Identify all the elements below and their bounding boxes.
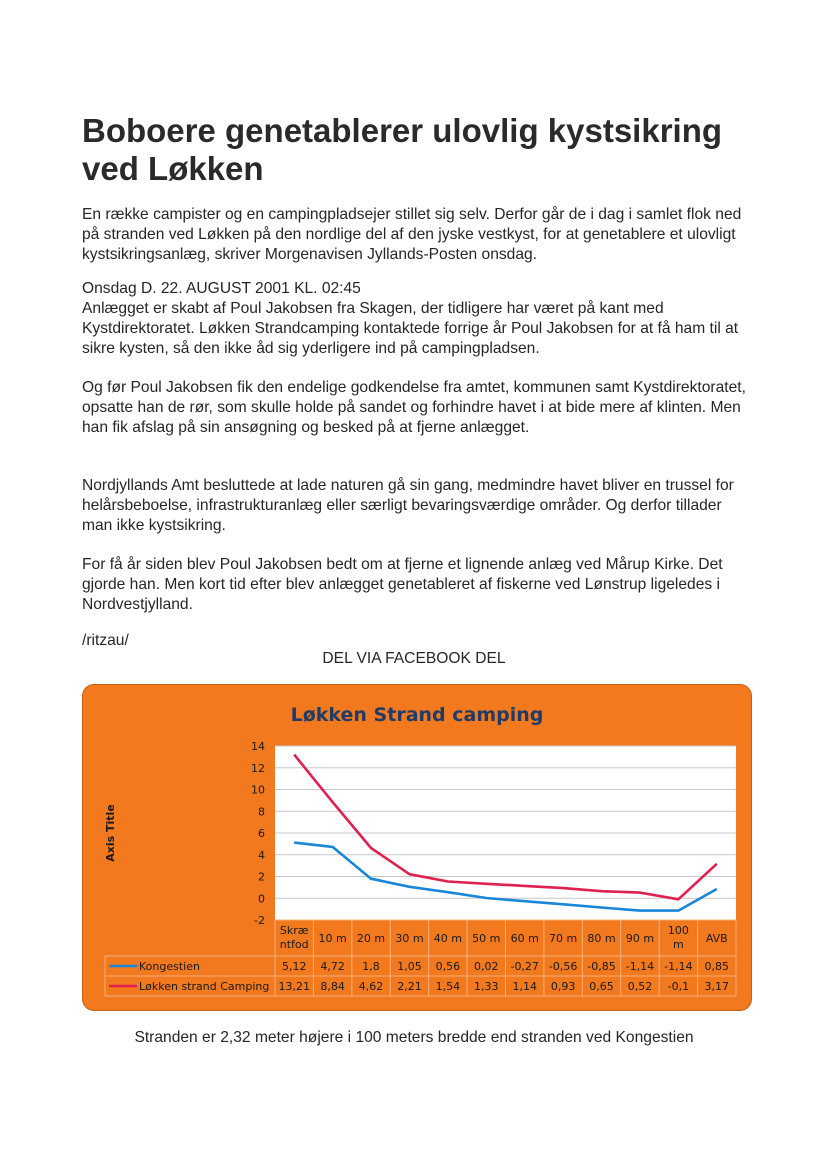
legend-label: Løkken strand Camping [139, 980, 270, 993]
data-label: 0,02 [474, 960, 499, 973]
y-tick-label: 2 [258, 870, 265, 884]
chart-caption: Stranden er 2,32 meter højere i 100 meters bredde end stranden ved Kongestien [134, 1029, 694, 1046]
share-facebook-link[interactable]: DEL VIA FACEBOOK DEL [322, 650, 506, 667]
data-label: -1,14 [625, 960, 655, 973]
x-category-label: 40 m [433, 932, 462, 945]
data-label: 1,05 [397, 960, 422, 973]
data-label: 1,54 [435, 980, 461, 993]
x-category-label: 90 m [625, 932, 655, 945]
y-tick-label: 14 [251, 740, 265, 753]
chart-title: Løkken Strand camping [290, 704, 544, 726]
article-paragraph-1: Anlægget er skabt af Poul Jakobsen fra Skagen, der tidligere har været på kant med Kystdirektoratet. Løkken Strandcamping kontaktede forrige år Poul Jakobsen for at få ham til at sikre kysten, så den ikke åd sig yderligere ind på campingpladsen. [82, 300, 739, 357]
data-label: 4,62 [358, 980, 384, 993]
article-source: /ritzau/ [82, 632, 129, 649]
data-label: 1,14 [512, 980, 537, 993]
data-label: 5,12 [281, 960, 307, 973]
y-tick-label: 12 [251, 761, 265, 775]
y-tick-label: 6 [258, 827, 265, 840]
y-axis-title: Axis Title [104, 804, 117, 862]
data-label: -0,56 [548, 960, 578, 973]
y-tick-label: 0 [258, 892, 265, 906]
x-category-label: 20 m [356, 932, 386, 945]
x-category-label: m [673, 938, 684, 951]
data-label: 1,33 [474, 980, 499, 993]
x-category-label: 70 m [549, 932, 578, 945]
x-category-label: 60 m [510, 932, 539, 945]
x-category-label: 50 m [472, 932, 501, 945]
data-label: -0,1 [667, 980, 690, 993]
y-tick-label: 10 [251, 783, 265, 797]
data-label: 0,52 [627, 980, 653, 993]
chart-panel [82, 684, 752, 1011]
article-paragraph-2: Og før Poul Jakobsen fik den endelige godkendelse fra amtet, kommunen samt Kystdirektoratet, opsatte han de rør, som skulle holde på sandet og forhindre havet i at bide mere af klinten. Men han fik afslag på sin ansøgning og besked på at fjerne anlægget. [82, 379, 746, 436]
y-tick-label: -2 [254, 914, 265, 927]
x-category-label: AVB [705, 932, 728, 945]
data-label: 8,84 [320, 980, 345, 993]
data-label: 13,21 [278, 980, 310, 993]
data-label: 0,85 [704, 960, 730, 973]
y-tick-label: 8 [258, 805, 265, 819]
data-label: 3,17 [704, 980, 730, 993]
x-category-label: Skræ [279, 924, 309, 937]
data-label: -1,14 [664, 960, 693, 973]
article-lead: En række campister og en campingpladsejer stillet sig selv. Derfor går de i dag i samlet flok ned på stranden ved Løkken på den nordlige del af den jyske vestkyst, for at genetablere et ulovligt kystsikringsanlæg, skriver Morgenavisen Jyllands-Posten onsdag. [82, 206, 742, 263]
data-label: 0,65 [589, 980, 614, 993]
article-headline: Boboere genetablerer ulovlig kystsikring ved Løkken [82, 112, 723, 187]
x-category-label: 100 [667, 924, 689, 937]
y-tick-label: 4 [258, 848, 265, 862]
data-label: 1,8 [362, 960, 380, 973]
legend-label: Kongestien [139, 960, 200, 973]
article-paragraph-4: For få år siden blev Poul Jakobsen bedt om at fjerne et lignende anlæg ved Mårup Kirke. Det gjorde han. Men kort tid efter blev anlægget genetableret af fiskerne ved Lønstrup ligeledes i Nordvestjylland. [82, 556, 723, 613]
data-label: 0,56 [435, 960, 461, 973]
x-category-label: 80 m [587, 932, 616, 945]
x-category-label: 10 m [318, 932, 347, 945]
data-label: -0,85 [587, 960, 616, 973]
data-label: 4,72 [320, 960, 345, 973]
article-paragraph-3: Nordjyllands Amt besluttede at lade naturen gå sin gang, medmindre havet bliver en trussel for helårsbeboelse, infrastrukturanlæg eller særligt bevaringsværdige områder. Og derfor tillader man ikke kystsikring. [82, 477, 734, 534]
line-chart [83, 685, 751, 1010]
x-category-label: ntfod [279, 938, 309, 951]
data-label: 0,93 [550, 980, 576, 993]
article-dateline: Onsdag D. 22. AUGUST 2001 KL. 02:45 [82, 280, 361, 297]
data-label: -0,27 [510, 960, 539, 973]
data-label: 2,21 [397, 980, 422, 993]
x-category-label: 30 m [395, 932, 424, 945]
